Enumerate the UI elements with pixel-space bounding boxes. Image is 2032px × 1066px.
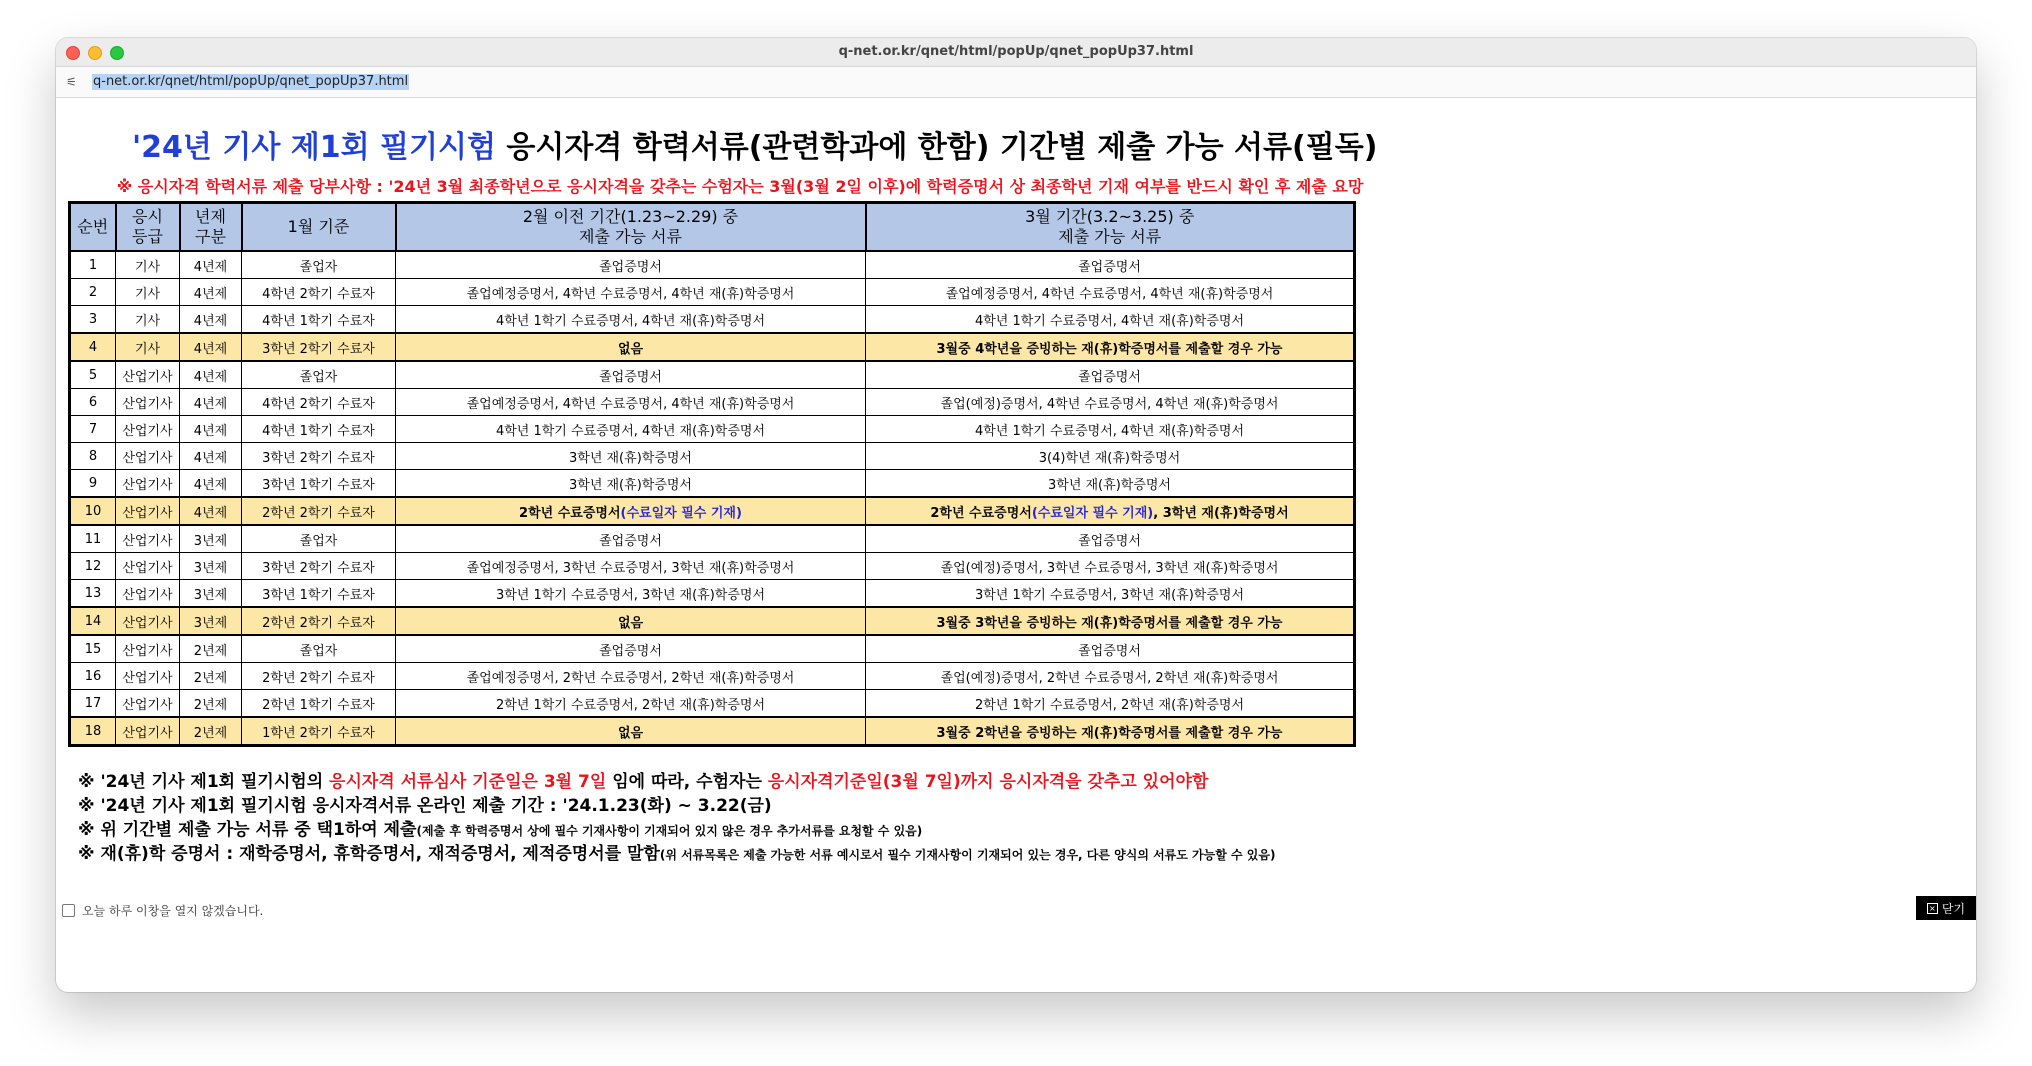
cell-feb: 3학년 재(휴)학증명서 — [396, 443, 866, 470]
cell-no: 7 — [70, 416, 116, 443]
table-header-row — [70, 203, 1355, 252]
cell-mar: 4학년 1학기 수료증명서, 4학년 재(휴)학증명서 — [866, 416, 1355, 443]
cell-grade: 산업기사 — [116, 607, 180, 635]
table-row — [70, 525, 1355, 553]
header-years: 년제 구분 — [180, 203, 242, 252]
cell-feb: 3학년 1학기 수료증명서, 3학년 재(휴)학증명서 — [396, 580, 866, 608]
table-row — [70, 306, 1355, 334]
table-row — [70, 361, 1355, 389]
header-grade: 응시 등급 — [116, 203, 180, 252]
cell-grade: 산업기사 — [116, 580, 180, 608]
cell-years: 4년제 — [180, 497, 242, 525]
cell-feb: 졸업증명서 — [396, 251, 866, 279]
page-title-rest: 응시자격 학력서류(관련학과에 한함) 기간별 제출 가능 서류(필독) — [495, 130, 1378, 165]
table-row — [70, 663, 1355, 690]
cell-feb: 2학년 1학기 수료증명서, 2학년 재(휴)학증명서 — [396, 690, 866, 718]
cell-years: 4년제 — [180, 389, 242, 416]
cell-mar: 3월중 2학년을 증빙하는 재(휴)학증명서를 제출할 경우 가능 — [866, 717, 1355, 746]
cell-grade: 산업기사 — [116, 497, 180, 525]
table-row — [70, 497, 1355, 525]
table-row — [70, 443, 1355, 470]
cell-no: 12 — [70, 553, 116, 580]
cell-years: 2년제 — [180, 635, 242, 663]
cell-no: 16 — [70, 663, 116, 690]
cell-grade: 산업기사 — [116, 635, 180, 663]
cell-grade: 기사 — [116, 279, 180, 306]
dont-show-today[interactable] — [62, 902, 263, 919]
cell-no: 15 — [70, 635, 116, 663]
notice-text: ※ 응시자격 학력서류 제출 당부사항 : '24년 3월 최종학년으로 응시자격을 갖추는 수험자는 3월(3월 2일 이후)에 학력증명서 상 최종학년 기재 여부를 반드시 확인 후 제출 요망 — [116, 177, 1364, 196]
cell-jan: 4학년 1학기 수료자 — [242, 306, 396, 334]
cell-feb: 졸업예정증명서, 3학년 수료증명서, 3학년 재(휴)학증명서 — [396, 553, 866, 580]
page-title-highlight: '24년 기사 제1회 필기시험 — [132, 130, 496, 165]
cell-no: 11 — [70, 525, 116, 553]
close-button[interactable] — [1916, 896, 1976, 920]
header-mar: 3월 기간(3.2~3.25) 중 제출 가능 서류 — [866, 203, 1355, 252]
cell-years: 3년제 — [180, 525, 242, 553]
header-feb: 2월 이전 기간(1.23~2.29) 중 제출 가능 서류 — [396, 203, 866, 252]
cell-grade: 기사 — [116, 333, 180, 361]
close-label: 닫기 — [1941, 901, 1966, 916]
address-bar[interactable] — [56, 67, 1976, 98]
cell-feb: 졸업증명서 — [396, 635, 866, 663]
table-row — [70, 389, 1355, 416]
cell-mar: 졸업(예정)증명서, 3학년 수료증명서, 3학년 재(휴)학증명서 — [866, 553, 1355, 580]
cell-years: 4년제 — [180, 416, 242, 443]
browser-window — [56, 38, 1976, 992]
cell-no: 6 — [70, 389, 116, 416]
cell-jan: 졸업자 — [242, 361, 396, 389]
cell-years: 2년제 — [180, 690, 242, 718]
cell-mar: 3월중 3학년을 증빙하는 재(휴)학증명서를 제출할 경우 가능 — [866, 607, 1355, 635]
cell-years: 4년제 — [180, 333, 242, 361]
dont-show-checkbox[interactable] — [62, 904, 75, 917]
table-row — [70, 690, 1355, 718]
cell-mar: 2학년 1학기 수료증명서, 2학년 재(휴)학증명서 — [866, 690, 1355, 718]
cell-feb: 없음 — [396, 607, 866, 635]
cell-no: 5 — [70, 361, 116, 389]
cell-mar: 3월중 4학년을 증빙하는 재(휴)학증명서를 제출할 경우 가능 — [866, 333, 1355, 361]
cell-jan: 3학년 1학기 수료자 — [242, 580, 396, 608]
cell-feb: 졸업예정증명서, 2학년 수료증명서, 2학년 재(휴)학증명서 — [396, 663, 866, 690]
cell-feb: 2학년 수료증명서(수료일자 필수 기재) — [396, 497, 866, 525]
cell-grade: 산업기사 — [116, 443, 180, 470]
cell-jan: 2학년 2학기 수료자 — [242, 663, 396, 690]
site-settings-icon[interactable]: ⚟ — [66, 75, 77, 89]
cell-feb: 없음 — [396, 333, 866, 361]
cell-no: 13 — [70, 580, 116, 608]
cell-years: 4년제 — [180, 251, 242, 279]
cell-no: 14 — [70, 607, 116, 635]
table-row — [70, 279, 1355, 306]
close-icon: × — [1927, 903, 1938, 914]
table-row — [70, 553, 1355, 580]
cell-grade: 산업기사 — [116, 553, 180, 580]
table-row — [70, 416, 1355, 443]
cell-grade: 산업기사 — [116, 416, 180, 443]
cell-no: 10 — [70, 497, 116, 525]
cell-jan: 4학년 1학기 수료자 — [242, 416, 396, 443]
cell-no: 2 — [70, 279, 116, 306]
cell-no: 17 — [70, 690, 116, 718]
cell-jan: 2학년 1학기 수료자 — [242, 690, 396, 718]
cell-no: 9 — [70, 470, 116, 498]
note-4: ※ 재(휴)학 증명서 : 재학증명서, 휴학증명서, 재적증명서, 제적증명서를 말함(위 서류목록은 제출 가능한 서류 예시로서 필수 기재사항이 기재되어 있는 경우, 다른 양식의 서류도 가능할 수 있음) — [78, 844, 1276, 864]
cell-grade: 기사 — [116, 251, 180, 279]
cell-jan: 2학년 2학기 수료자 — [242, 497, 396, 525]
cell-jan: 3학년 2학기 수료자 — [242, 553, 396, 580]
cell-years: 4년제 — [180, 279, 242, 306]
cell-mar: 졸업(예정)증명서, 4학년 수료증명서, 4학년 재(휴)학증명서 — [866, 389, 1355, 416]
cell-feb: 없음 — [396, 717, 866, 746]
dont-show-label: 오늘 하루 이창을 열지 않겠습니다. — [82, 904, 264, 918]
cell-mar: 3(4)학년 재(휴)학증명서 — [866, 443, 1355, 470]
table-row — [70, 470, 1355, 498]
cell-no: 3 — [70, 306, 116, 334]
title-bar — [56, 38, 1976, 67]
table-row — [70, 580, 1355, 608]
cell-no: 8 — [70, 443, 116, 470]
cell-years: 2년제 — [180, 663, 242, 690]
cell-grade: 기사 — [116, 306, 180, 334]
cell-grade: 산업기사 — [116, 690, 180, 718]
cell-mar: 졸업증명서 — [866, 361, 1355, 389]
cell-grade: 산업기사 — [116, 361, 180, 389]
cell-jan: 졸업자 — [242, 525, 396, 553]
cell-jan: 3학년 2학기 수료자 — [242, 333, 396, 361]
cell-jan: 4학년 2학기 수료자 — [242, 279, 396, 306]
cell-jan: 3학년 1학기 수료자 — [242, 470, 396, 498]
cell-mar: 졸업증명서 — [866, 635, 1355, 663]
cell-feb: 3학년 재(휴)학증명서 — [396, 470, 866, 498]
table-row — [70, 717, 1355, 746]
cell-grade: 산업기사 — [116, 389, 180, 416]
cell-grade: 산업기사 — [116, 470, 180, 498]
cell-grade: 산업기사 — [116, 663, 180, 690]
cell-mar: 졸업증명서 — [866, 251, 1355, 279]
cell-jan: 졸업자 — [242, 635, 396, 663]
window-title: q-net.or.kr/qnet/html/popUp/qnet_popUp37.html — [838, 44, 1194, 59]
cell-no: 18 — [70, 717, 116, 746]
cell-years: 4년제 — [180, 443, 242, 470]
cell-no: 4 — [70, 333, 116, 361]
table-row — [70, 635, 1355, 663]
cell-jan: 2학년 2학기 수료자 — [242, 607, 396, 635]
cell-grade: 산업기사 — [116, 717, 180, 746]
cell-years: 3년제 — [180, 580, 242, 608]
cell-years: 4년제 — [180, 470, 242, 498]
header-jan: 1월 기준 — [242, 203, 396, 252]
cell-jan: 4학년 2학기 수료자 — [242, 389, 396, 416]
header-no: 순번 — [70, 203, 116, 252]
cell-jan: 1학년 2학기 수료자 — [242, 717, 396, 746]
cell-feb: 졸업증명서 — [396, 525, 866, 553]
cell-jan: 졸업자 — [242, 251, 396, 279]
table-row — [70, 251, 1355, 279]
cell-feb: 졸업예정증명서, 4학년 수료증명서, 4학년 재(휴)학증명서 — [396, 279, 866, 306]
cell-feb: 4학년 1학기 수료증명서, 4학년 재(휴)학증명서 — [396, 306, 866, 334]
table-row — [70, 333, 1355, 361]
cell-years: 3년제 — [180, 553, 242, 580]
cell-jan: 3학년 2학기 수료자 — [242, 443, 396, 470]
note-3: ※ 위 기간별 제출 가능 서류 중 택1하여 제출(제출 후 학력증명서 상에 필수 기재사항이 기재되어 있지 않은 경우 추가서류를 요청할 수 있음) — [78, 820, 923, 840]
cell-no: 1 — [70, 251, 116, 279]
cell-mar: 4학년 1학기 수료증명서, 4학년 재(휴)학증명서 — [866, 306, 1355, 334]
documents-table — [68, 201, 1356, 747]
cell-feb: 4학년 1학기 수료증명서, 4학년 재(휴)학증명서 — [396, 416, 866, 443]
popup-content — [56, 98, 1976, 992]
note-1: ※ '24년 기사 제1회 필기시험의 응시자격 서류심사 기준일은 3월 7일 임에 따라, 수험자는 응시자격기준일(3월 7일)까지 응시자격을 갖추고 있어야함 — [78, 772, 1209, 792]
cell-years: 3년제 — [180, 607, 242, 635]
cell-years: 4년제 — [180, 306, 242, 334]
table-row — [70, 607, 1355, 635]
cell-mar: 2학년 수료증명서(수료일자 필수 기재), 3학년 재(휴)학증명서 — [866, 497, 1355, 525]
notes-section — [78, 770, 1478, 866]
cell-mar: 3학년 재(휴)학증명서 — [866, 470, 1355, 498]
cell-mar: 졸업증명서 — [866, 525, 1355, 553]
address-url[interactable]: q-net.or.kr/qnet/html/popUp/qnet_popUp37.html — [93, 74, 409, 89]
cell-mar: 졸업예정증명서, 4학년 수료증명서, 4학년 재(휴)학증명서 — [866, 279, 1355, 306]
cell-mar: 졸업(예정)증명서, 2학년 수료증명서, 2학년 재(휴)학증명서 — [866, 663, 1355, 690]
cell-grade: 산업기사 — [116, 525, 180, 553]
cell-years: 2년제 — [180, 717, 242, 746]
page-title — [132, 122, 1378, 166]
cell-years: 4년제 — [180, 361, 242, 389]
note-2: ※ '24년 기사 제1회 필기시험 응시자격서류 온라인 제출 기간 : '24.1.23(화) ~ 3.22(금) — [78, 796, 772, 816]
cell-mar: 3학년 1학기 수료증명서, 3학년 재(휴)학증명서 — [866, 580, 1355, 608]
cell-feb: 졸업예정증명서, 4학년 수료증명서, 4학년 재(휴)학증명서 — [396, 389, 866, 416]
cell-feb: 졸업증명서 — [396, 361, 866, 389]
